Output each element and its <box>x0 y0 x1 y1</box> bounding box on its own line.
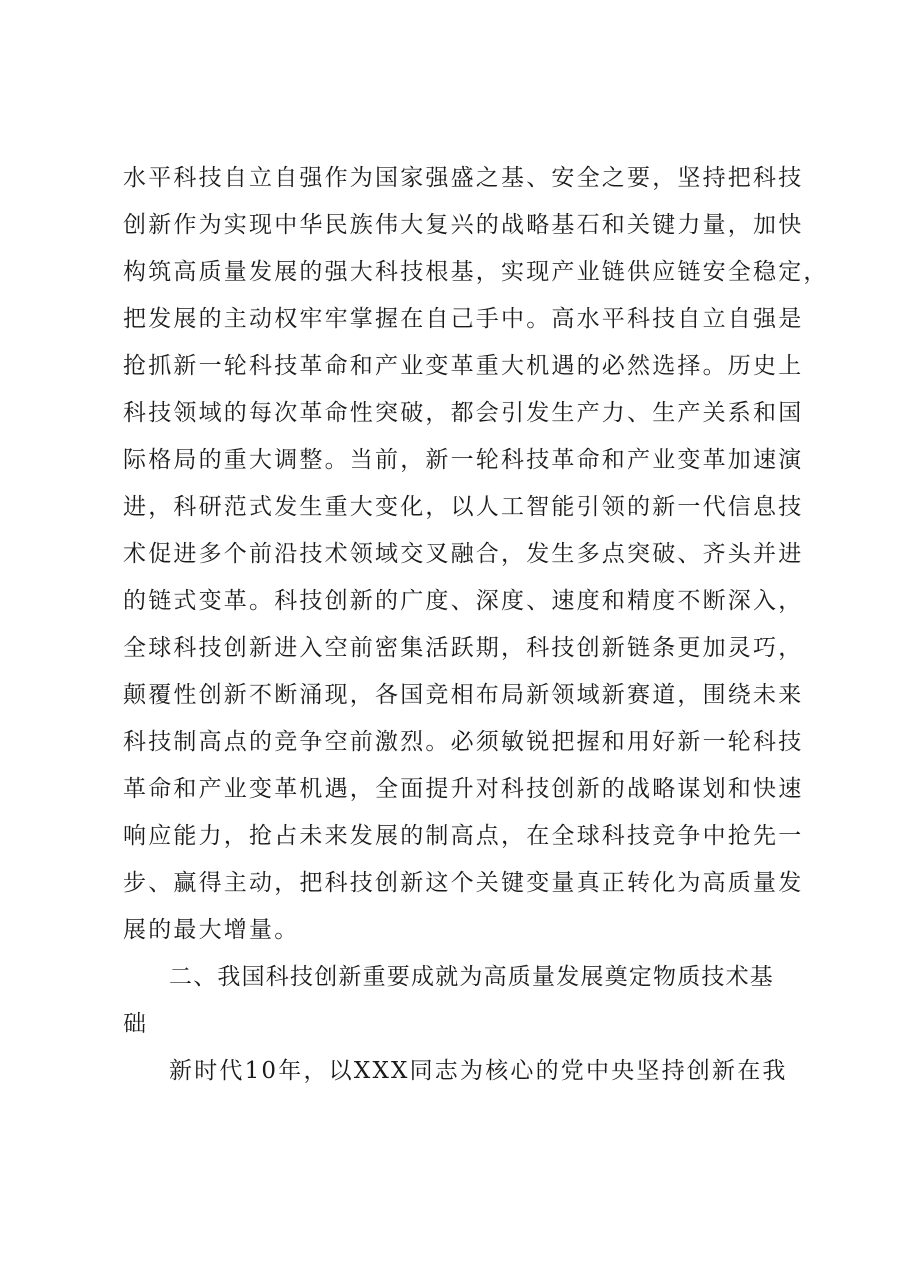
section-heading: 二、我国科技创新重要成就为高质量发展奠定物质技术基 <box>169 964 774 990</box>
body-line: 把发展的主动权牢牢掌握在自己手中。高水平科技自立自强是 <box>123 306 804 332</box>
body-line: 科技制高点的竞争空前激烈。必须敏锐把握和用好新一轮科技 <box>123 729 804 755</box>
body-line: 术促进多个前沿技术领域交叉融合，发生多点突破、齐头并进 <box>123 541 804 567</box>
body-line: 全球科技创新进入空前密集活跃期，科技创新链条更加灵巧， <box>123 635 804 661</box>
body-line: 革命和产业变革机遇，全面提升对科技创新的战略谋划和快速 <box>123 776 804 802</box>
body-line: 构筑高质量发展的强大科技根基，实现产业链供应链安全稳定， <box>123 259 829 285</box>
body-line: 颠覆性创新不断涌现，各国竞相布局新领域新赛道，围绕未来 <box>123 682 804 708</box>
body-line: 科技领域的每次革命性突破，都会引发生产力、生产关系和国 <box>123 400 804 426</box>
body-line: 进，科研范式发生重大变化，以人工智能引领的新一代信息技 <box>123 494 804 520</box>
paragraph-first-line: 新时代10年，以XXX同志为核心的党中央坚持创新在我 <box>169 1058 788 1084</box>
body-line: 际格局的重大调整。当前，新一轮科技革命和产业变革加速演 <box>123 447 804 473</box>
section-heading-continuation: 础 <box>123 1011 149 1037</box>
body-line: 水平科技自立自强作为国家强盛之基、安全之要，坚持把科技 <box>123 165 804 191</box>
document-body <box>123 155 829 1095</box>
body-line: 抢抓新一轮科技革命和产业变革重大机遇的必然选择。历史上 <box>123 353 804 379</box>
body-line: 步、赢得主动，把科技创新这个关键变量真正转化为高质量发 <box>123 870 804 896</box>
body-line: 创新作为实现中华民族伟大复兴的战略基石和关键力量，加快 <box>123 212 804 238</box>
body-line: 响应能力，抢占未来发展的制高点，在全球科技竞争中抢先一 <box>123 823 804 849</box>
body-line: 的链式变革。科技创新的广度、深度、速度和精度不断深入， <box>123 588 804 614</box>
body-line: 展的最大增量。 <box>123 917 300 943</box>
